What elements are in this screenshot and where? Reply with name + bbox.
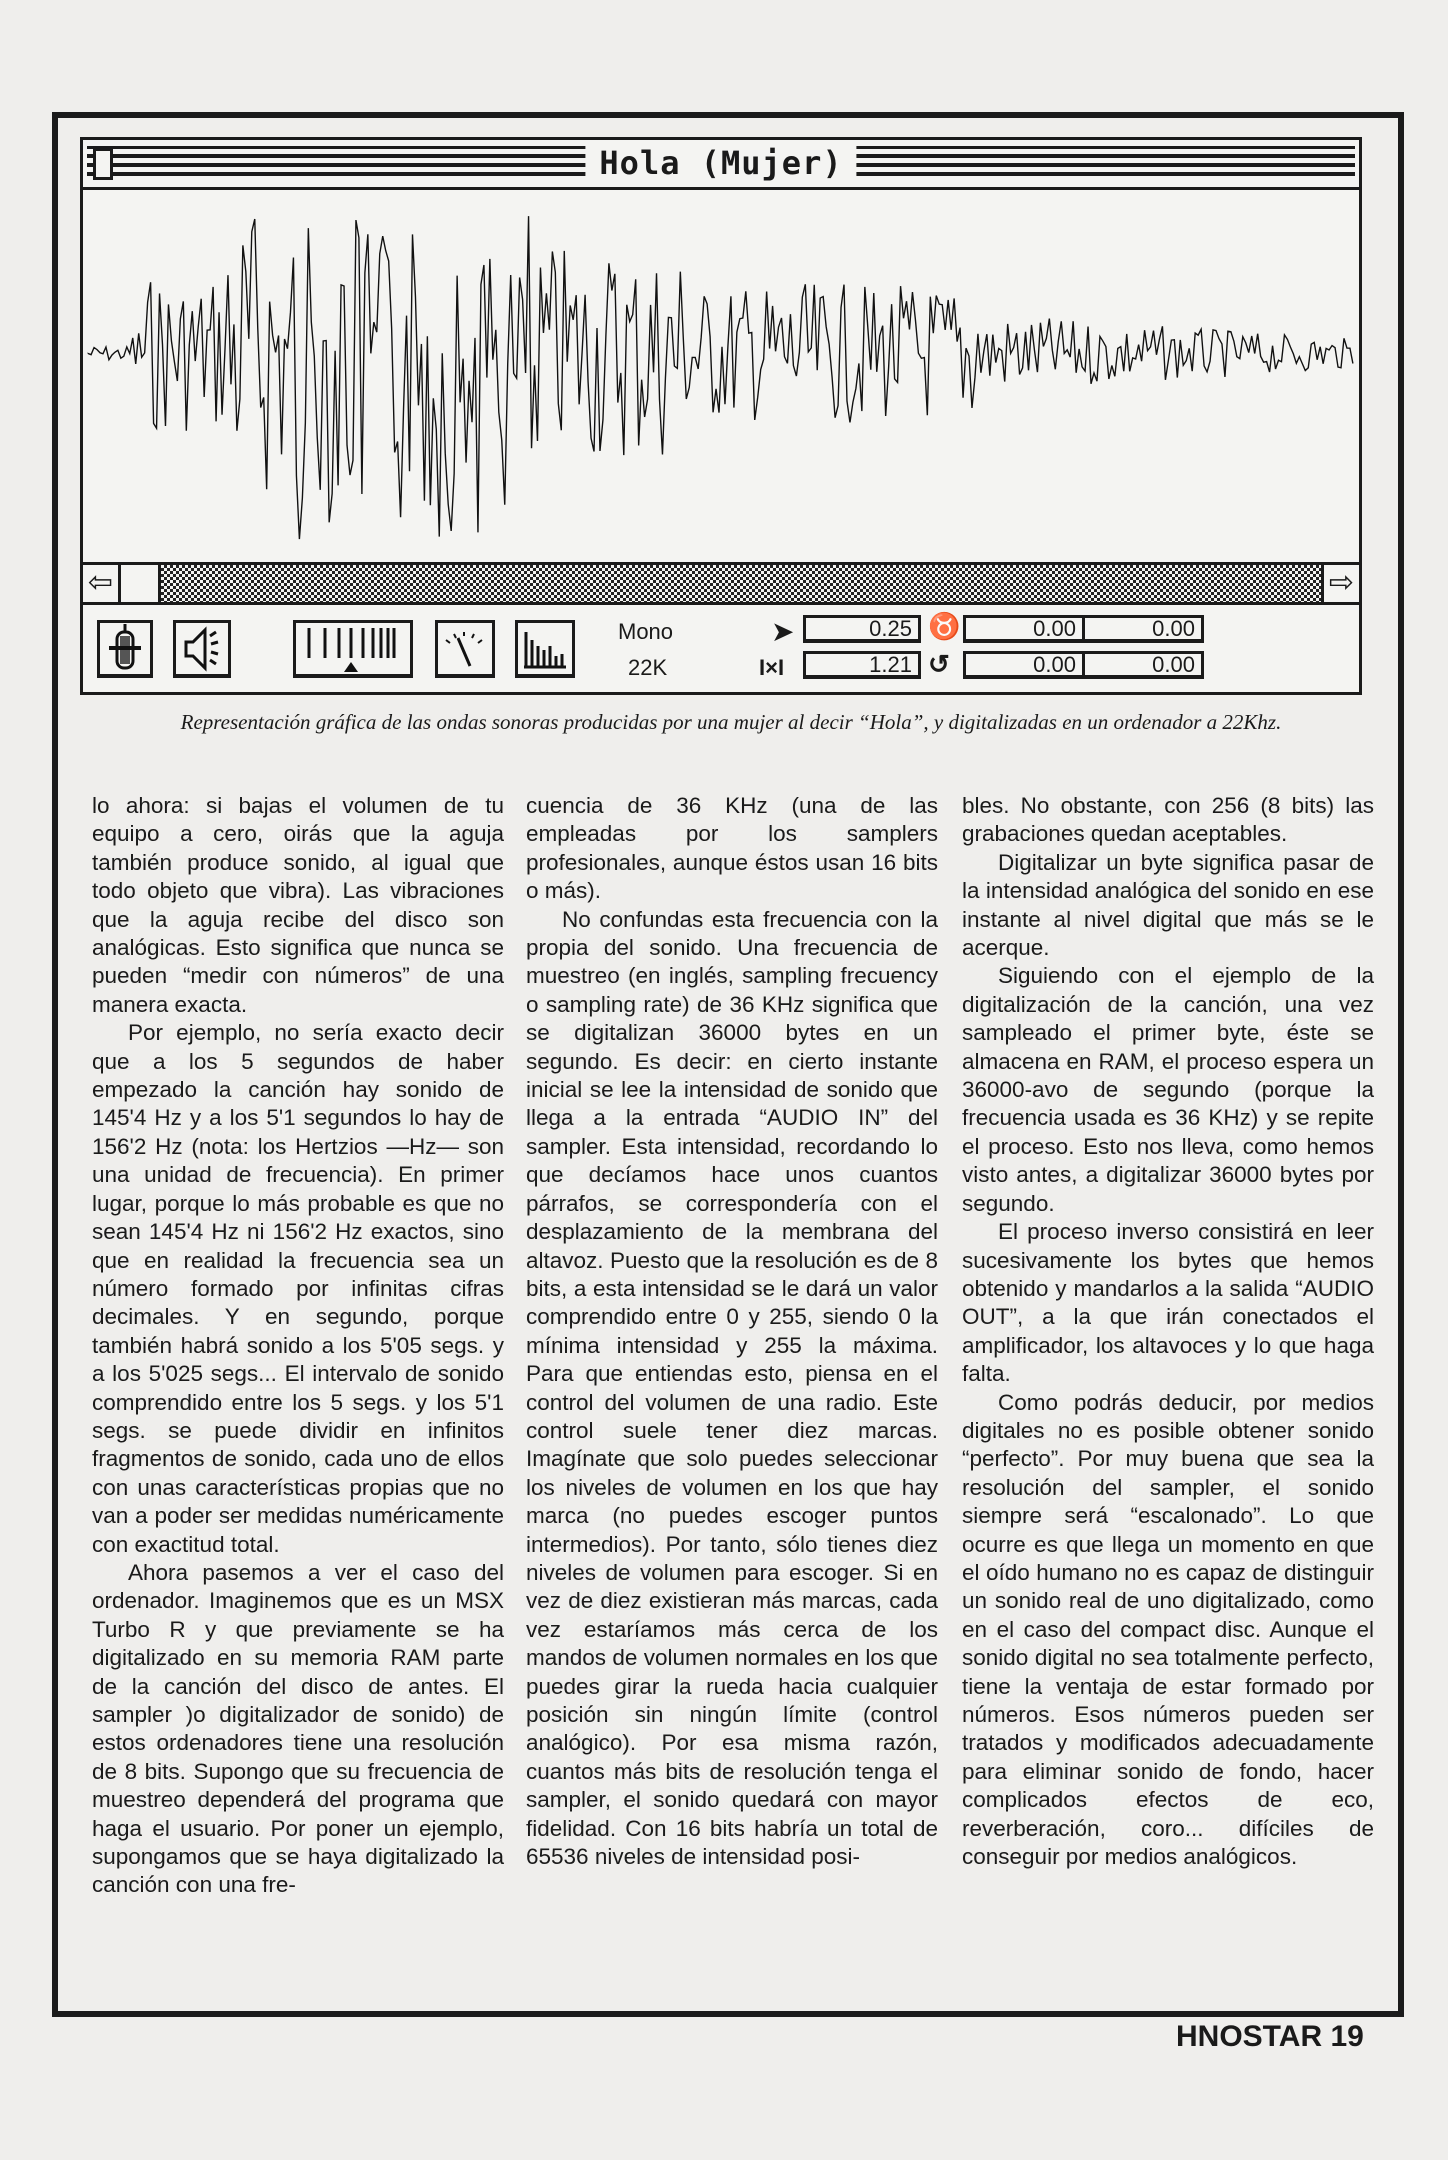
paragraph: Por ejemplo, no sería exacto decir que a los 5 segundos de haber empezado la canción hay sonido de 145'4 Hz y a los 5'1 segundos lo hay de 156'2 Hz (nota: los Hertzios —Hz— son una unidad de frecuencia). En primer lugar, porque lo más probable es que no sean 145'4 Hz ni 156'2 Hz exactos, sino que en realidad la frecuencia sea un número formado por infinitas cifras decimales. Y en segundo, porque también habrá sonido a los 5'05 segs. y a los 5'025 segs... El intervalo de sonido comprendido entre los 5 segs. y los 5'1 segs. se puede dividir en infinitos fragmentos de sonido, cada uno de ellos con unas características propias que no van a poder ser medidas numéricamente con exactitud total. <box>92 1020 504 1557</box>
scroll-right-arrow-icon[interactable]: ⇨ <box>1321 565 1359 602</box>
channel-mode-label: Mono <box>618 619 674 644</box>
waveform-trace <box>88 216 1353 539</box>
paragraph: cuencia de 36 KHz (una de las empleadas por los samplers profesionales, aunque éstos usan 16 bits o más). <box>526 793 938 904</box>
title-bar[interactable] <box>83 140 1359 190</box>
envelope-icon: ♉ <box>928 611 961 641</box>
cursor-arrow-icon: ➤ <box>771 616 795 647</box>
histogram-icon <box>520 626 570 672</box>
paragraph: Como podrás deducir, por medios digitales no es posible obtener sonido “perfecto”. Por muy buena que sea la resolución del sampler, el sonido siempre será “escalonado”. Lo que ocurre es que llega un momento en que el oído humano no es capaz de distinguir un sonido real de uno digitalizado, como en el caso del compact disc. Aunque el sonido digital no sea totalmente perfecto, tiene la ventaja de estar formado por números. Esos números pueden ser tratados y modificados adecuadamente para eliminar sonido de fondo, hacer complicados efectos de eco, reverberación, coro... difíciles de conseguir por medios analógicos. <box>962 1389 1374 1870</box>
sound-editor-window <box>80 137 1362 695</box>
paragraph: Ahora pasemos a ver el caso del ordenador. Imaginemos que es un MSX Turbo R y que previamente se ha digitalizado en su memoria RAM parte de la canción del disco de antes. El sampler )o digitalizador de sonido) de estos ordenadores tiene una resolución de 8 bits. Supongo que su frecuencia de muestreo dependerá del programa que haga el usuario. Por poner un ejemplo, supongamos que se haya digitalizado la canción con una fre- <box>92 1559 504 1898</box>
page-footer: HNOSTAR 19 <box>1176 2020 1364 2053</box>
ruler-marker-icon <box>301 624 405 674</box>
paragraph: lo ahora: si bajas el volumen de tu equipo a cero, oirás que la aguja también produce sonido, al igual que todo objeto que vibra). Las vibraciones que la aguja recibe del disco son analógicas. Esto significa que nunca se pueden “medir con números” de una manera exacta. <box>92 793 504 1017</box>
scroll-left-arrow-icon[interactable]: ⇦ <box>83 565 121 602</box>
paragraph: bles. No obstante, con 256 (8 bits) las grabaciones quedan aceptables. <box>962 793 1374 847</box>
horizontal-scrollbar[interactable] <box>83 565 1359 605</box>
play-speaker-button[interactable] <box>173 620 231 678</box>
text-column-2 <box>526 792 938 1871</box>
sample-rate-label: 22K <box>628 655 668 680</box>
speaker-icon <box>180 624 224 674</box>
loop-start-field[interactable]: 0.00 <box>963 651 1085 679</box>
loop-end-field[interactable]: 0.00 <box>1082 651 1204 679</box>
window-title: Hola (Mujer) <box>585 142 856 184</box>
selection-value-field[interactable]: 0.25 <box>803 615 921 643</box>
toolbar <box>83 605 1359 692</box>
paragraph: Digitalizar un byte significa pasar de la intensidad analógica del sonido en ese instante al nivel digital que más se le acerque. <box>962 849 1374 961</box>
figure-caption: Representación gráfica de las ondas sonoras producidas por una mujer al decir “Hola”, y digitalizadas en un ordenador a 22Khz. <box>180 710 1282 734</box>
paragraph: No confundas esta frecuencia con la propia del sonido. Una frecuencia de muestreo (en inglés, sampling frecuency o sampling rate) de 36 KHz significa que se digitalizan 36000 bytes en un segundo. Es decir: en cierto instante inicial se lee la intensidad de sonido que llega a la entrada “AUDIO IN” del sampler. Esta intensidad, recordando lo que decíamos hace unos cuantos párrafos, se correspondería con el desplazamiento de la membrana del altavoz. Puesto que la resolución es de 8 bits, a esta intensidad se le dará un valor comprendido entre 0 y 255, siendo 0 la mínima intensidad y 255 la máxima. Para que entiendas esto, piensa en el control del volumen de una radio. Este control suele tener diez marcas. Imagínate que solo puedes seleccionar los niveles de volumen en los que hay marca (no puedes escoger puntos intermedios). Por tanto, sólo tienes diez niveles de volumen para escoger. Si en vez de diez existieran más marcas, cada vez estaríamos más cerca de los mandos de volumen normales en los que puedes girar la rueda hacia cualquier posición sin ningún límite (control analógico). Por esa misma razón, cuantos más bits de resolución tenga el sampler, el sonido quedará con mayor fidelidad. Con 16 bits habría un total de 65536 niveles de intensidad posi- <box>526 906 938 1870</box>
span-width-icon: I×I <box>759 655 785 680</box>
envelope-end-field[interactable]: 0.00 <box>1082 615 1204 643</box>
span-value-field[interactable]: 1.21 <box>803 651 921 679</box>
spectrum-button[interactable] <box>515 620 575 678</box>
text-column-1 <box>92 792 504 1900</box>
text-column-3 <box>962 792 1374 1871</box>
marker-ruler-button[interactable] <box>293 620 413 678</box>
level-meter-button[interactable] <box>435 620 495 678</box>
waveform-display[interactable] <box>83 190 1359 565</box>
loop-icon: ↺ <box>928 649 950 679</box>
scroll-thumb[interactable] <box>121 565 161 602</box>
paragraph: El proceso inverso consistirá en leer sucesivamente los bytes que hemos obtenido y mandarlos a la salida “AUDIO OUT”, a la que irán conectados el amplificador, los altavoces y lo que haga falta. <box>962 1219 1374 1387</box>
close-box-icon[interactable] <box>93 148 113 180</box>
microphone-record-button[interactable] <box>97 620 153 678</box>
microphone-icon <box>105 624 145 674</box>
gauge-needle-icon <box>440 624 490 674</box>
envelope-start-field[interactable]: 0.00 <box>963 615 1085 643</box>
paragraph: Siguiendo con el ejemplo de la digitalización de la canción, una vez sampleado el primer byte, éste se almacena en RAM, el proceso espera un 36000-avo de segundo (porque la frecuencia usada es 36 KHz) y se repite el proceso. Esto nos lleva, como hemos visto antes, a digitalizar 36000 bytes por segundo. <box>962 963 1374 1216</box>
